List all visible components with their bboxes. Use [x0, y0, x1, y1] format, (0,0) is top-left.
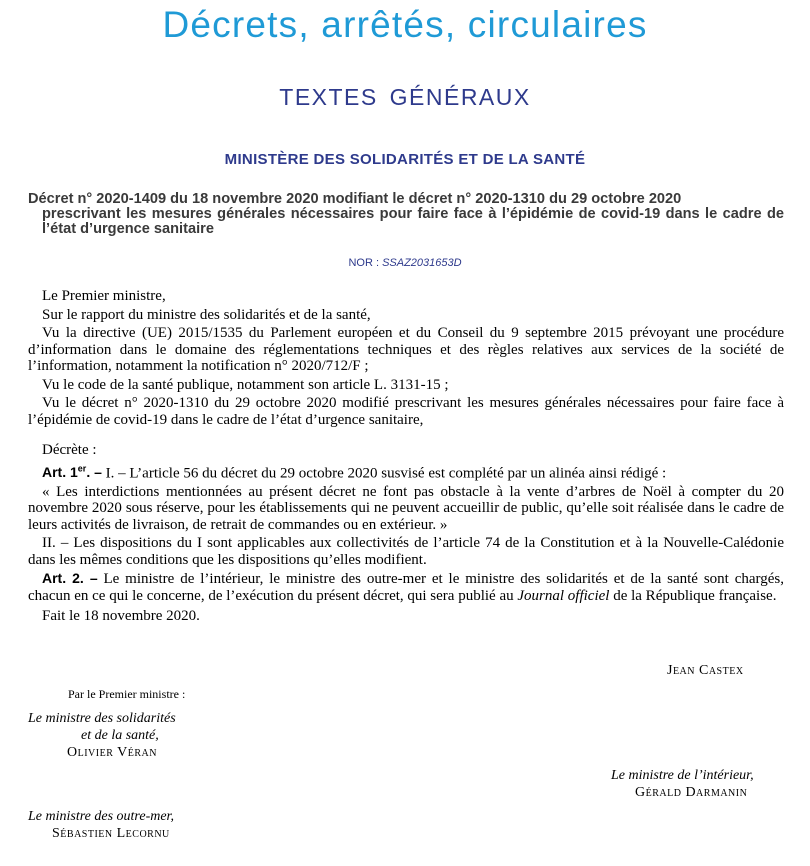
decree-body	[28, 288, 784, 627]
nor-code: SSAZ2031653D	[382, 257, 462, 269]
article-1-part2: II. – Les dispositions du I sont applicables aux collectivités de l’article 74 de la Constitution et à la Nouvelle-Calédonie dans les mêmes conditions que les dispositions qu’elles modifient.	[28, 535, 784, 568]
article-2-label: Art. 2. –	[42, 570, 98, 587]
decree-title-rest: prescrivant les mesures générales nécessaires pour faire face à l’épidémie de covid-19 dans le cadre de l’état d’urgence sanitaire	[42, 206, 784, 237]
article-1	[28, 461, 784, 482]
decrete-line: Décrète :	[42, 442, 97, 458]
health-minister-signature: Le ministre des solidarités et de la santé, Olivier Véran	[28, 711, 176, 760]
preamble-line: Le Premier ministre,	[42, 288, 166, 304]
overseas-minister-signature: Le ministre des outre-mer, Sébastien Lecornu	[28, 809, 174, 841]
preamble-line: Vu le décret n° 2020-1310 du 29 octobre 2020 modifié prescrivant les mesures générales nécessaires pour faire face à l’épidémie de covid-19 dans le cadre de l’état d’urgence sanitaire,	[28, 395, 784, 428]
done-date: Fait le 18 novembre 2020.	[42, 608, 200, 625]
ministry-heading: MINISTÈRE DES SOLIDARITÉS ET DE LA SANTÉ	[224, 151, 586, 168]
preamble-line: Vu le code de la santé publique, notamment son article L. 3131-15 ;	[42, 376, 449, 393]
nor-reference	[0, 257, 810, 269]
publication-banner: Décrets, arrêtés, circulaires	[162, 4, 648, 45]
decree-title-line1: Décret n° 2020-1409 du 18 novembre 2020 modifiant le décret n° 2020-1310 du 29 octobre 2020	[28, 191, 682, 207]
nor-label: NOR :	[348, 257, 379, 269]
preamble-line: Sur le rapport du ministre des solidarités et de la santé,	[42, 306, 371, 323]
interior-minister-signature: Le ministre de l’intérieur, Gérald Darmanin	[611, 768, 754, 800]
pm-signature: Jean Castex	[667, 663, 744, 678]
journal-officiel: Journal officiel	[517, 587, 610, 604]
article-1-quote: « Les interdictions mentionnées au présent décret ne font pas obstacle à la vente d’arbres de Noël à compter du 20 novembre 2020 sous réserve, pour les établissements qui ne peuvent accueillir de public, qu’elle soit réalisée dans le cadre de leurs activités de livraison, de retrait de commandes ou en extérieur. »	[28, 483, 784, 533]
article-1-text: I. – L’article 56 du décret du 29 octobre 2020 susvisé est complété par un alinéa ainsi rédigé :	[101, 465, 667, 482]
article-2: Art. 2. – Le ministre de l’intérieur, le ministre des outre-mer et le ministre des solidarités et de la santé sont chargés, chacun en ce qui le concerne, de l’exécution du présent décret, qui sera publié au Journal officiel de la République française.	[28, 570, 784, 604]
by-pm-line: Par le Premier ministre :	[68, 687, 186, 701]
article-1-label: Art. 1er. –	[42, 463, 102, 481]
preamble-line: Vu la directive (UE) 2015/1535 du Parlement européen et du Conseil du 9 septembre 2015 prévoyant une procédure d’information dans le domaine des réglementations techniques et des règles relatives aux services de la société de l’information, notamment la notification n° 2020/712/F ;	[28, 325, 784, 374]
decree-title	[28, 192, 784, 237]
section-heading: TEXTES GÉNÉRAUX	[279, 84, 531, 110]
